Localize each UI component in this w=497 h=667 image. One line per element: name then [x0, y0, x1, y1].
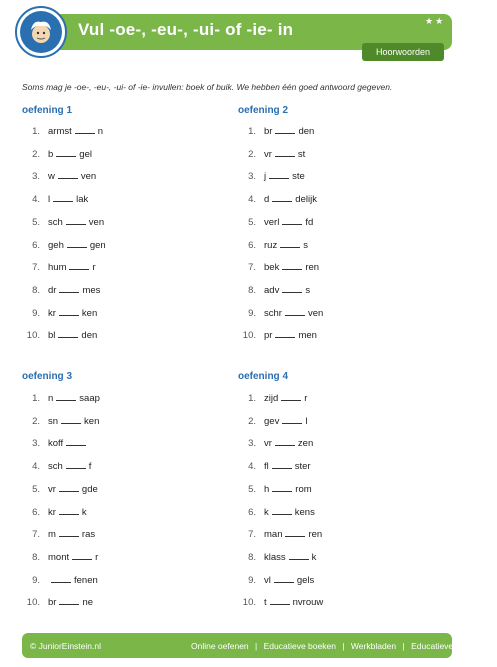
word-prefix: vl — [264, 574, 271, 586]
fill-in-blank[interactable] — [272, 461, 292, 469]
word-with-blank — [264, 597, 323, 608]
word-prefix: kr — [48, 506, 56, 518]
word-suffix: k — [311, 551, 317, 563]
word-prefix: kr — [48, 307, 56, 319]
word-prefix: pr — [264, 330, 273, 342]
word-suffix: den — [298, 126, 315, 137]
item-number: 2. — [32, 415, 40, 427]
exercise-item — [240, 552, 430, 566]
item-number: 1. — [32, 393, 40, 404]
word-with-blank — [48, 393, 100, 404]
word-suffix: ren — [305, 262, 320, 274]
exercise-item — [240, 416, 430, 430]
item-number: 2. — [248, 148, 256, 160]
word-prefix: m — [48, 529, 56, 541]
item-number: 7. — [32, 262, 40, 274]
word-with-blank — [48, 438, 89, 449]
item-number: 4. — [248, 461, 256, 473]
fill-in-blank[interactable] — [282, 262, 302, 270]
item-number: 3. — [32, 438, 40, 450]
exercise-item — [24, 262, 214, 276]
word-with-blank — [48, 217, 104, 228]
word-prefix: vr — [48, 483, 56, 495]
word-with-blank — [48, 507, 87, 518]
word-prefix: armst — [48, 126, 72, 137]
fill-in-blank[interactable] — [72, 552, 92, 560]
footer-separator: | — [255, 641, 258, 651]
word-with-blank — [48, 529, 95, 540]
item-number: 8. — [32, 284, 40, 296]
exercise-item — [240, 171, 430, 185]
fill-in-blank[interactable] — [66, 217, 86, 225]
footer-bar — [22, 633, 496, 658]
item-number: 6. — [248, 506, 256, 518]
item-number: 10. — [242, 330, 256, 342]
word-prefix: bek — [264, 262, 280, 274]
word-suffix: ne — [82, 597, 94, 609]
word-suffix: mes — [82, 284, 101, 296]
word-with-blank — [264, 171, 305, 182]
word-with-blank — [48, 285, 100, 296]
item-number: 8. — [248, 284, 256, 296]
fill-in-blank[interactable] — [58, 330, 78, 338]
word-suffix: ken — [81, 307, 98, 319]
footer-separator: | — [342, 641, 345, 651]
fill-in-blank[interactable] — [280, 240, 300, 248]
fill-in-blank[interactable] — [270, 597, 290, 605]
fill-in-blank[interactable] — [66, 461, 86, 469]
word-suffix: n — [97, 126, 104, 137]
item-number: 3. — [248, 171, 256, 183]
word-prefix: zijd — [264, 393, 279, 404]
word-with-blank — [48, 126, 103, 137]
footer-separator: | — [402, 641, 405, 651]
word-prefix: bl — [48, 330, 56, 342]
fill-in-blank[interactable] — [56, 149, 76, 157]
difficulty-stars: ★★ — [425, 16, 446, 26]
exercise-item — [240, 240, 430, 254]
fill-in-blank[interactable] — [269, 171, 289, 179]
fill-in-blank[interactable] — [275, 438, 295, 446]
word-suffix: kens — [294, 506, 315, 518]
fill-in-blank[interactable] — [59, 484, 79, 492]
word-prefix: sn — [48, 415, 59, 427]
item-number: 7. — [248, 529, 256, 541]
junior-einstein-logo[interactable] — [15, 6, 67, 58]
exercise-item — [24, 171, 214, 185]
fill-in-blank[interactable] — [282, 416, 302, 424]
item-number: 2. — [248, 415, 256, 427]
footer-link-educatieve-materialen[interactable]: Educatieve materialen — [411, 641, 496, 651]
copyright-link[interactable]: © JuniorEinstein.nl — [30, 641, 101, 651]
exercise-item — [240, 217, 430, 231]
fill-in-blank[interactable] — [285, 529, 305, 537]
word-suffix: gels — [296, 574, 315, 586]
word-suffix: r — [95, 551, 99, 563]
word-prefix: hum — [48, 262, 67, 274]
exercise-item — [24, 393, 214, 407]
word-prefix: h — [264, 483, 270, 495]
fill-in-blank[interactable] — [59, 308, 79, 316]
word-with-blank — [264, 416, 307, 427]
item-number: 5. — [32, 483, 40, 495]
word-suffix: delijk — [295, 194, 317, 206]
word-with-blank — [48, 194, 88, 205]
category-badge[interactable]: Hoorwoorden — [362, 43, 444, 61]
word-with-blank — [48, 552, 98, 563]
word-with-blank — [48, 461, 91, 472]
item-number: 10. — [26, 597, 40, 609]
word-with-blank — [264, 308, 323, 319]
exercise-item — [240, 126, 430, 140]
exercise-item — [240, 575, 430, 589]
item-number: 1. — [248, 126, 256, 137]
item-number: 6. — [32, 506, 40, 518]
word-suffix: den — [81, 330, 98, 342]
word-suffix: nvrouw — [292, 597, 324, 609]
word-suffix: zen — [297, 438, 314, 450]
fill-in-blank[interactable] — [275, 149, 295, 157]
word-suffix: r — [92, 262, 96, 274]
fill-in-blank[interactable] — [272, 194, 292, 202]
page-title: Vul -oe-, -eu-, -ui- of -ie- in — [78, 20, 294, 39]
word-prefix: br — [48, 597, 57, 609]
word-with-blank — [48, 484, 98, 495]
word-suffix: st — [297, 148, 306, 160]
exercise-item — [240, 438, 430, 452]
exercise-item — [240, 308, 430, 322]
word-prefix: koff — [48, 438, 64, 450]
exercise-item — [24, 484, 214, 498]
item-number: 4. — [32, 194, 40, 206]
exercise-item — [24, 330, 214, 344]
exercise-item — [24, 575, 214, 589]
item-number: 1. — [32, 126, 40, 137]
word-with-blank — [264, 149, 305, 160]
word-with-blank — [264, 552, 316, 563]
word-prefix: dr — [48, 284, 57, 296]
exercise-item — [24, 416, 214, 430]
exercise-item — [240, 194, 430, 208]
instruction-text: Soms mag je -oe-, -eu-, -ui- of -ie- invullen: boek of buik. We hebben één goed antwoord gegeven. — [22, 82, 393, 92]
exercise-item — [24, 194, 214, 208]
word-prefix: klass — [264, 551, 286, 563]
fill-in-blank[interactable] — [275, 330, 295, 338]
exercise-item — [240, 285, 430, 299]
exercise-item — [24, 149, 214, 163]
item-number: 5. — [248, 216, 256, 228]
fill-in-blank[interactable] — [61, 416, 81, 424]
word-with-blank — [264, 438, 313, 449]
exercise-item — [240, 262, 430, 276]
exercise-item — [24, 240, 214, 254]
word-with-blank — [264, 575, 314, 586]
word-suffix: gde — [81, 483, 98, 495]
fill-in-blank[interactable] — [282, 285, 302, 293]
word-with-blank — [264, 285, 310, 296]
fill-in-blank[interactable] — [281, 393, 301, 401]
word-suffix: saap — [79, 393, 100, 404]
word-suffix: ren — [308, 529, 323, 541]
fill-in-blank[interactable] — [59, 597, 79, 605]
exercise-item — [24, 285, 214, 299]
word-prefix: schr — [264, 307, 282, 319]
item-number: 8. — [32, 551, 40, 563]
word-with-blank — [264, 240, 308, 251]
word-prefix: d — [264, 194, 270, 206]
fill-in-blank[interactable] — [275, 126, 295, 134]
fill-in-blank[interactable] — [51, 575, 71, 583]
item-number: 3. — [248, 438, 256, 450]
item-number: 8. — [248, 551, 256, 563]
item-number: 9. — [32, 574, 40, 586]
exercise-item — [24, 507, 214, 521]
exercise-item — [240, 461, 430, 475]
item-number: 4. — [248, 194, 256, 206]
word-suffix: f — [88, 461, 92, 473]
exercise-item — [24, 552, 214, 566]
word-with-blank — [48, 149, 92, 160]
exercise-item — [24, 529, 214, 543]
exercise-item — [240, 529, 430, 543]
word-suffix: ven — [307, 307, 324, 319]
item-number: 6. — [32, 239, 40, 251]
word-suffix: ven — [88, 216, 105, 228]
word-prefix: adv — [264, 284, 280, 296]
fill-in-blank[interactable] — [59, 529, 79, 537]
item-number: 3. — [32, 171, 40, 183]
item-number: 7. — [248, 262, 256, 274]
word-prefix: j — [264, 171, 267, 183]
item-number: 9. — [248, 307, 256, 319]
word-prefix: mont — [48, 551, 70, 563]
word-with-blank — [48, 597, 93, 608]
word-suffix: s — [305, 284, 311, 296]
fill-in-blank[interactable] — [289, 552, 309, 560]
word-prefix: sch — [48, 461, 63, 473]
exercise-item — [240, 330, 430, 344]
fill-in-blank[interactable] — [59, 285, 79, 293]
word-prefix: br — [264, 126, 273, 137]
exercise-item — [240, 393, 430, 407]
word-suffix: ken — [84, 415, 100, 427]
word-prefix: w — [48, 171, 55, 183]
word-prefix: sch — [48, 216, 63, 228]
word-prefix: b — [48, 148, 54, 160]
word-suffix: k — [81, 506, 87, 518]
item-number: 1. — [248, 393, 256, 404]
word-suffix: r — [304, 393, 308, 404]
exercise-item — [24, 126, 214, 140]
word-with-blank — [264, 461, 311, 472]
word-suffix: men — [298, 330, 317, 342]
item-number: 9. — [248, 574, 256, 586]
word-with-blank — [48, 308, 97, 319]
exercise-item — [24, 461, 214, 475]
exercise-item — [24, 217, 214, 231]
word-suffix: gen — [89, 239, 106, 251]
word-prefix: vr — [264, 148, 272, 160]
logo-emblem — [20, 11, 62, 53]
word-with-blank — [264, 529, 322, 540]
word-with-blank — [264, 194, 317, 205]
fill-in-blank[interactable] — [58, 171, 78, 179]
exercise-item — [240, 507, 430, 521]
word-with-blank — [48, 171, 96, 182]
fill-in-blank[interactable] — [56, 393, 76, 401]
word-with-blank — [264, 262, 319, 273]
word-prefix: ruz — [264, 239, 278, 251]
footer-links — [189, 641, 497, 651]
word-suffix: ven — [80, 171, 97, 183]
fill-in-blank[interactable] — [66, 438, 86, 446]
item-number: 5. — [248, 483, 256, 495]
exercise-item — [240, 484, 430, 498]
word-with-blank — [264, 330, 317, 341]
word-prefix: vr — [264, 438, 272, 450]
word-suffix: ster — [294, 461, 311, 473]
word-with-blank — [264, 217, 313, 228]
footer-link-educatieve-boeken[interactable]: Educatieve boeken — [263, 641, 336, 651]
item-number: 7. — [32, 529, 40, 541]
word-prefix: geh — [48, 239, 64, 251]
word-with-blank — [48, 262, 96, 273]
fill-in-blank[interactable] — [59, 507, 79, 515]
footer-link-werkbladen[interactable]: Werkbladen — [350, 641, 397, 651]
word-suffix: ste — [292, 171, 305, 183]
word-suffix: ras — [81, 529, 96, 541]
fill-in-blank[interactable] — [67, 240, 87, 248]
word-prefix: l — [48, 194, 51, 206]
word-prefix: k — [264, 506, 269, 518]
exercise-title: oefening 4 — [238, 371, 289, 382]
word-prefix: n — [48, 393, 54, 404]
word-suffix: s — [303, 239, 308, 251]
item-number: 6. — [248, 239, 256, 251]
exercise-item — [24, 438, 214, 452]
word-with-blank — [264, 126, 314, 137]
word-prefix: gev — [264, 415, 280, 427]
fill-in-blank[interactable] — [274, 575, 294, 583]
fill-in-blank[interactable] — [282, 217, 302, 225]
item-number: 10. — [26, 330, 40, 342]
exercise-title: oefening 2 — [238, 105, 289, 116]
item-number: 9. — [32, 307, 40, 319]
fill-in-blank[interactable] — [285, 308, 305, 316]
word-suffix: rom — [295, 483, 312, 495]
item-number: 4. — [32, 461, 40, 473]
word-prefix: fl — [264, 461, 269, 473]
fill-in-blank[interactable] — [69, 262, 89, 270]
exercise-title: oefening 3 — [22, 371, 73, 382]
word-suffix: fenen — [74, 574, 98, 586]
word-with-blank — [264, 507, 315, 518]
word-with-blank — [264, 484, 312, 495]
einstein-face-icon — [23, 14, 59, 50]
exercise-item — [24, 308, 214, 322]
word-with-blank — [48, 330, 97, 341]
word-suffix: gel — [79, 148, 92, 160]
exercise-title: oefening 1 — [22, 105, 73, 116]
fill-in-blank[interactable] — [75, 126, 95, 134]
word-suffix: l — [305, 415, 308, 427]
word-prefix: t — [264, 597, 267, 609]
word-suffix: lak — [76, 194, 89, 206]
footer-link-online-oefenen[interactable]: Online oefenen — [191, 641, 249, 651]
word-with-blank — [48, 240, 106, 251]
fill-in-blank[interactable] — [53, 194, 73, 202]
fill-in-blank[interactable] — [272, 507, 292, 515]
item-number: 10. — [242, 597, 256, 609]
exercise-item — [24, 597, 214, 611]
word-with-blank — [264, 393, 307, 404]
exercise-item — [240, 149, 430, 163]
item-number: 2. — [32, 148, 40, 160]
word-with-blank — [48, 416, 99, 427]
word-prefix: verl — [264, 216, 280, 228]
exercise-item — [240, 597, 430, 611]
item-number: 5. — [32, 216, 40, 228]
word-suffix: fd — [305, 216, 314, 228]
word-prefix: man — [264, 529, 283, 541]
word-with-blank — [48, 575, 98, 586]
fill-in-blank[interactable] — [272, 484, 292, 492]
